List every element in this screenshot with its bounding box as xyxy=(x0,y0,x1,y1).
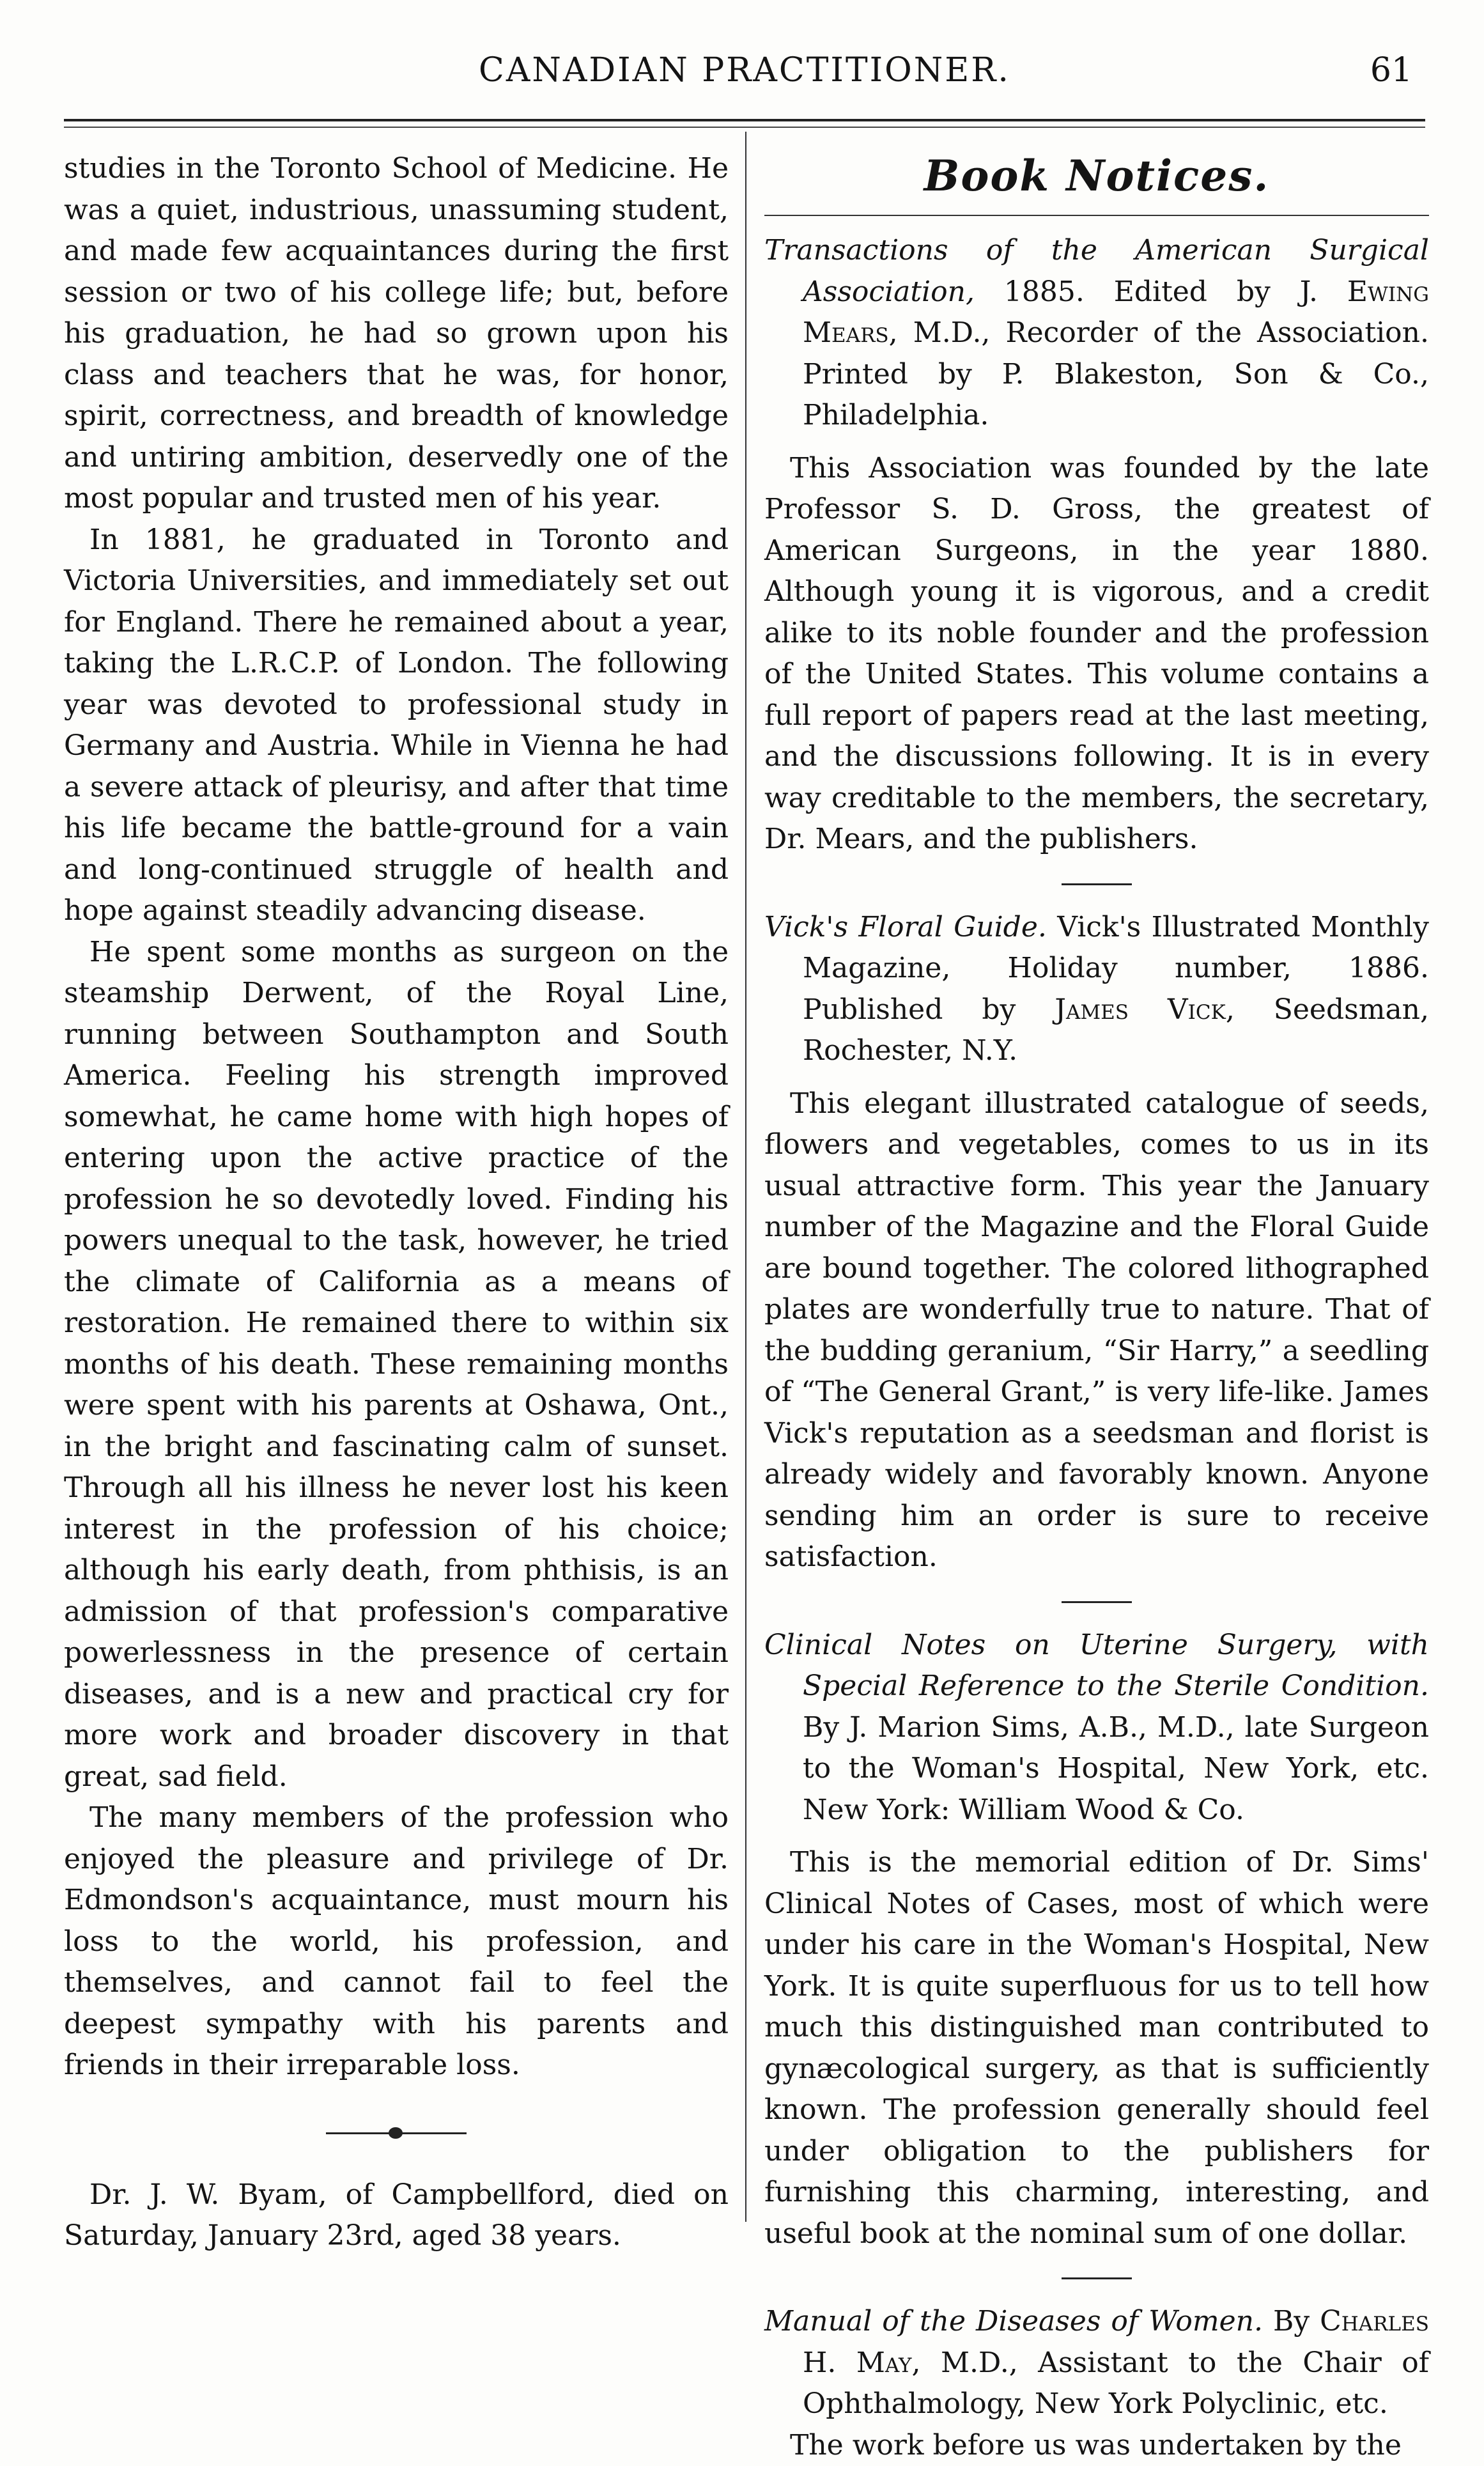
notice-body: This elegant illustrated catalogue of seeds, flowers and vegetables, comes to us in its usual attractive form. This year the January number of the Magazine and the Floral Guide are bound together. The colored lithographed plates are wonderfully true to nature. That of the budding geranium, “Sir Harry,” a seedling of “The General Grant,” is very life-like. James Vick's reputation as a seedsman and florist is already widely and favorably known. Anyone sending him an order is sure to receive satisfaction. xyxy=(764,1083,1429,1578)
notice-citation xyxy=(764,907,1429,1072)
page-number: 61 xyxy=(1370,51,1412,89)
header-rule xyxy=(64,119,1425,121)
paragraph: studies in the Toronto School of Medicine. He was a quiet, industrious, unassuming student, and made few acquaintances during the first session or two of his college life; but, before his graduation, he had so grown upon his class and teachers that he was, for honor, spirit, correctness, and breadth of knowledge and untiring ambition, deservedly one of the most popular and trusted men of his year. xyxy=(64,148,729,520)
notice-citation xyxy=(764,230,1429,437)
right-column xyxy=(764,148,1429,2466)
notice-citation xyxy=(764,1625,1429,1831)
notice-details: 1885. Edited by J. xyxy=(975,275,1347,308)
header-rule-thin xyxy=(64,127,1425,128)
paragraph: The many members of the profession who enjoyed the pleasure and privilege of Dr. Edmondson's acquaintance, must mourn his loss to the world, his profession, and themselves, and cannot fail to feel the deepest sympathy with his parents and friends in their irreparable loss. xyxy=(64,1797,729,2086)
notice-body: This Association was founded by the late Professor S. D. Gross, the greatest of American Surgeons, in the year 1880. Although young it is vigorous, and a credit alike to its noble founder and the profession of the United States. This volume contains a full report of papers read at the last meeting, and the discussions following. It is in every way creditable to the members, the secretary, Dr. Mears, and the publishers. xyxy=(764,448,1429,860)
notice-separator xyxy=(1062,883,1132,885)
heading-rule xyxy=(764,215,1429,216)
left-column xyxy=(64,148,729,2257)
notice-details-end: , M.D., Recorder of the Association. Printed by P. Blakeston, Son & Co., Philadelphia. xyxy=(803,316,1429,431)
notice-author: Charles H. May xyxy=(803,2305,1429,2379)
ornament-dot xyxy=(389,2127,403,2139)
notice-details: By xyxy=(1263,2305,1320,2338)
notice-title: Vick's Floral Guide. xyxy=(764,911,1047,943)
obituary-note: Dr. J. W. Byam, of Campbellford, died on Saturday, January 23rd, aged 38 years. xyxy=(64,2175,729,2257)
notice-details: Vick's Illustrated Monthly Magazine, Holiday number, 1886. Published by xyxy=(803,911,1429,1026)
notice-author: James Vick xyxy=(1055,993,1226,1026)
section-ornament xyxy=(326,2123,467,2143)
notice-citation xyxy=(764,2301,1429,2425)
notice-separator xyxy=(1062,2277,1132,2279)
notice-title: Transactions of the American Surgical Association, xyxy=(764,234,1429,308)
notice-body: The work before us was undertaken by the xyxy=(764,2425,1429,2466)
running-title: CANADIAN PRACTITIONER. xyxy=(64,51,1425,89)
paragraph: He spent some months as surgeon on the steamship Derwent, of the Royal Line, running between Southampton and South America. Feeling his strength improved somewhat, he came home with high hopes of entering upon the active practice of the profession he so devotedly loved. Finding his powers unequal to the task, however, he tried the climate of California as a means of restoration. He remained there to within six months of his death. These remaining months were spent with his parents at Oshawa, Ont., in the bright and fascinating calm of sunset. Through all his illness he never lost his keen interest in the profession of his choice; although his early death, from phthisis, is an admission of that profession's comparative powerlessness in the presence of certain diseases, and is a new and practical cry for more work and broader discovery in that great, sad field. xyxy=(64,932,729,1798)
notice-separator xyxy=(1062,1601,1132,1603)
paragraph: In 1881, he graduated in Toronto and Victoria Universities, and immediately set out for England. There he remained about a year, taking the L.R.C.P. of London. The following year was devoted to professional study in Germany and Austria. While in Vienna he had a severe attack of pleurisy, and after that time his life became the battle-ground for a vain and long-continued struggle of health and hope against steadily advancing disease. xyxy=(64,520,729,932)
section-heading: Book Notices. xyxy=(764,148,1429,203)
notice-details: By J. Marion Sims, A.B., M.D., late Surgeon to the Woman's Hospital, New York, etc. New York: William Wood & Co. xyxy=(803,1711,1429,1826)
notice-body: This is the memorial edition of Dr. Sims' Clinical Notes of Cases, most of which were under his care in the Woman's Hospital, New York. It is quite superfluous for us to tell how much this distinguished man contributed to gynæcological surgery, as that is sufficiently known. The profession generally should feel under obligation to the publishers for furnishing this charming, interesting, and useful book at the nominal sum of one dollar. xyxy=(764,1842,1429,2254)
page-header xyxy=(64,51,1425,109)
notice-title: Clinical Notes on Uterine Surgery, with Special Reference to the Sterile Condition. xyxy=(764,1629,1429,1703)
notice-details-end: , M.D., Assistant to the Chair of Ophthalmology, New York Polyclinic, etc. xyxy=(803,2346,1429,2421)
notice-details-end: , Seedsman, Rochester, N.Y. xyxy=(803,993,1429,1067)
notice-author: Ewing Mears xyxy=(803,275,1429,350)
notice-title: Manual of the Diseases of Women. xyxy=(764,2305,1263,2338)
column-divider xyxy=(745,132,746,2222)
